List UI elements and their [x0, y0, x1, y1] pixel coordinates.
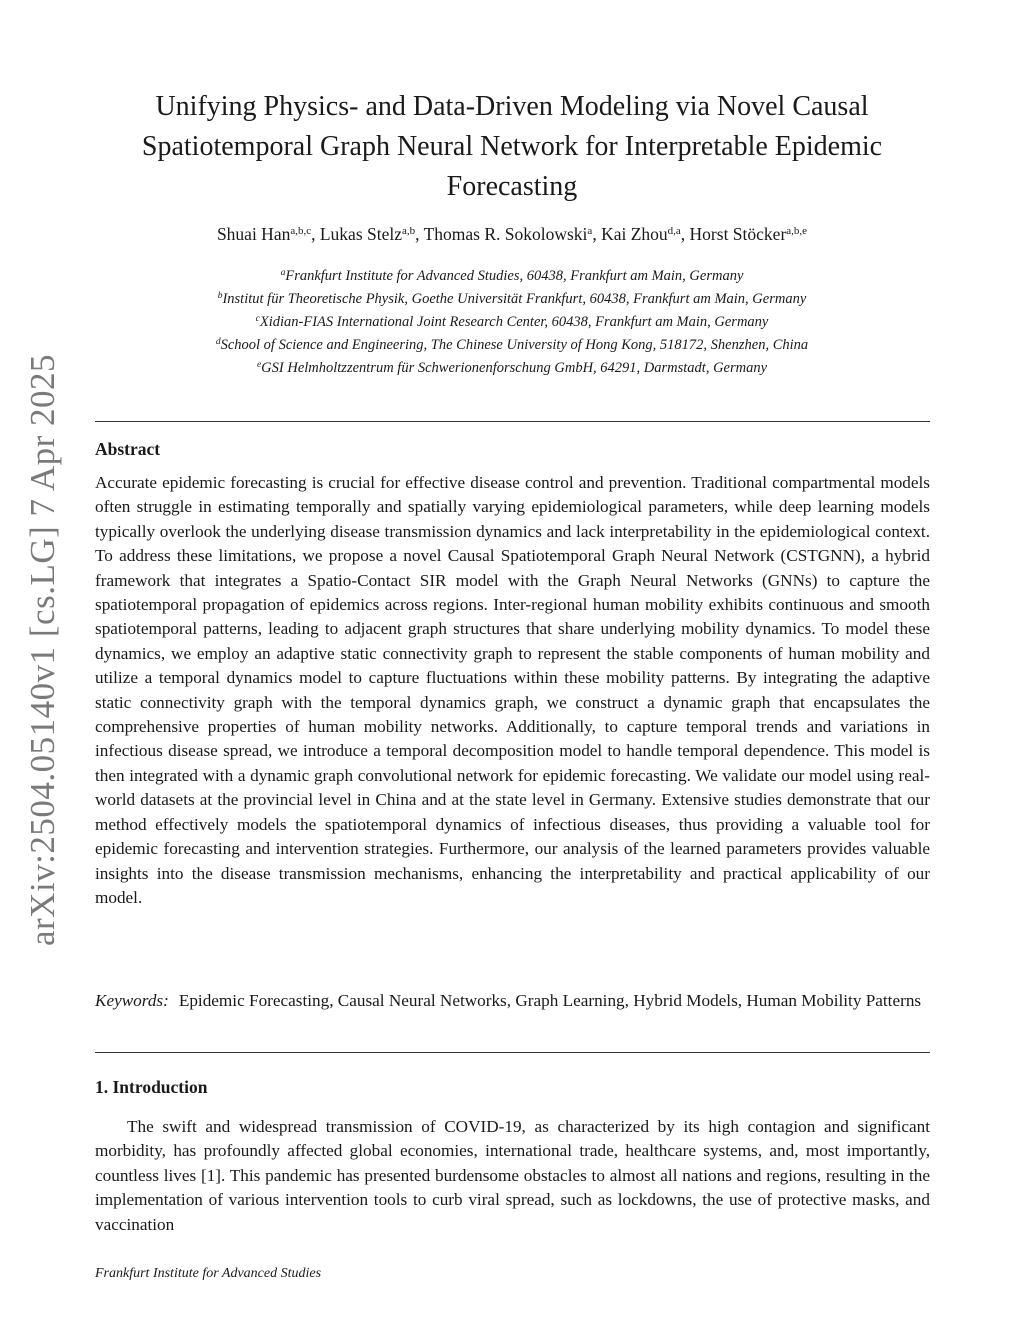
page-footer: Frankfurt Institute for Advanced Studies [95, 1266, 322, 1281]
arxiv-identifier-sidebar [18, 353, 68, 947]
affiliation-list [110, 263, 914, 378]
author: Kai Zhou$^{d,a}$, [601, 224, 690, 244]
abstract-bottom-rule [95, 1052, 930, 1053]
paper-title [110, 87, 914, 207]
abstract-top-rule [95, 421, 930, 422]
author-list [110, 224, 914, 245]
title-line-3: Forecasting [446, 171, 578, 202]
section-heading-introduction: 1. Introduction [95, 1077, 208, 1097]
author: Shuai Han$^{a,b,c}$, [216, 224, 320, 244]
keywords-text: Epidemic Forecasting, Causal Neural Networks, Graph Learning, Hybrid Models, Human Mobility Patterns [178, 991, 922, 1010]
affiliation: $^d$School of Science and Engineering, The Chinese University of Hong Kong, 518172, Shenzhen, China [215, 337, 809, 353]
keywords-label: Keywords: [95, 991, 169, 1010]
affiliation: $^e$GSI Helmholtzzentrum für Schwerionenforschung GmbH, 64291, Darmstadt, Germany [256, 360, 768, 376]
title-line-2: Spatiotemporal Graph Neural Network for Interpretable Epidemic [141, 131, 883, 162]
affiliation: $^b$Institut für Theoretische Physik, Goethe Universität Frankfurt, 60438, Frankfurt am Main, Germany [217, 291, 807, 307]
affiliation: $^c$Xidian-FIAS International Joint Research Center, 60438, Frankfurt am Main, Germany [255, 314, 769, 330]
introduction-text: The swift and widespread transmission of COVID-19, as characterized by its high contagion and significant morbidity, has profoundly affected global economies, international trade, healthcare systems, and, most importantly, countless lives [1]. This pandemic has presented burdensome obstacles to almost all nations and regions, resulting in the implementation of various intervention tools to curb viral spread, such as lockdowns, the use of protective masks, and vaccination [95, 1117, 930, 1234]
abstract-text: Accurate epidemic forecasting is crucial for effective disease control and prevention. Traditional compartmental models often struggle in estimating temporally and spatially varying epidemiological parameters, while deep learning models typically overlook the underlying disease transmission dynamics and lack interpretability in the epidemiological context. To address these limitations, we propose a novel Causal Spatiotemporal Graph Neural Network (CSTGNN), a hybrid framework that integrates a Spatio-Contact SIR model with the Graph Neural Networks (GNNs) to capture the spatiotemporal propagation of epidemics across regions. Inter-regional human mobility exhibits continuous and smooth spatiotemporal patterns, leading to adjacent graph structures that share underlying mobility dynamics. To model these dynamics, we employ an adaptive static connectivity graph to represent the stable components of human mobility and utilize a temporal dynamics model to capture fluctuations within these mobility patterns. By integrating the adaptive static connectivity graph with the temporal dynamics graph, we construct a dynamic graph that encapsulates the comprehensive properties of human mobility networks. Additionally, to capture temporal trends and variations in infectious disease spread, we introduce a temporal decomposition model to handle temporal dependence. This model is then integrated with a dynamic graph convolutional network for epidemic forecasting. We validate our model using real-world datasets at the provincial level in China and at the state level in Germany. Extensive studies demonstrate that our method effectively models the spatiotemporal dynamics of infectious diseases, thus providing a valuable tool for epidemic forecasting and intervention strategies. Furthermore, our analysis of the learned parameters provides valuable insights into the disease transmission mechanisms, enhancing the interpretability and practical applicability of our model. [95, 473, 930, 907]
title-line-1: Unifying Physics- and Data-Driven Modeling via Novel Causal [155, 91, 869, 122]
author: Lukas Stelz$^{a,b}$, [319, 224, 424, 244]
keywords [95, 989, 930, 1013]
arxiv-identifier: arXiv:2504.05140v1 [cs.LG] 7 Apr 2025 [23, 353, 63, 947]
author: Thomas R. Sokolowski$^a$, [423, 224, 602, 244]
affiliation: $^a$Frankfurt Institute for Advanced Studies, 60438, Frankfurt am Main, Germany [280, 268, 744, 284]
abstract-heading: Abstract [95, 439, 161, 459]
author: Horst Stöcker$^{a,b,e}$ [689, 224, 808, 244]
